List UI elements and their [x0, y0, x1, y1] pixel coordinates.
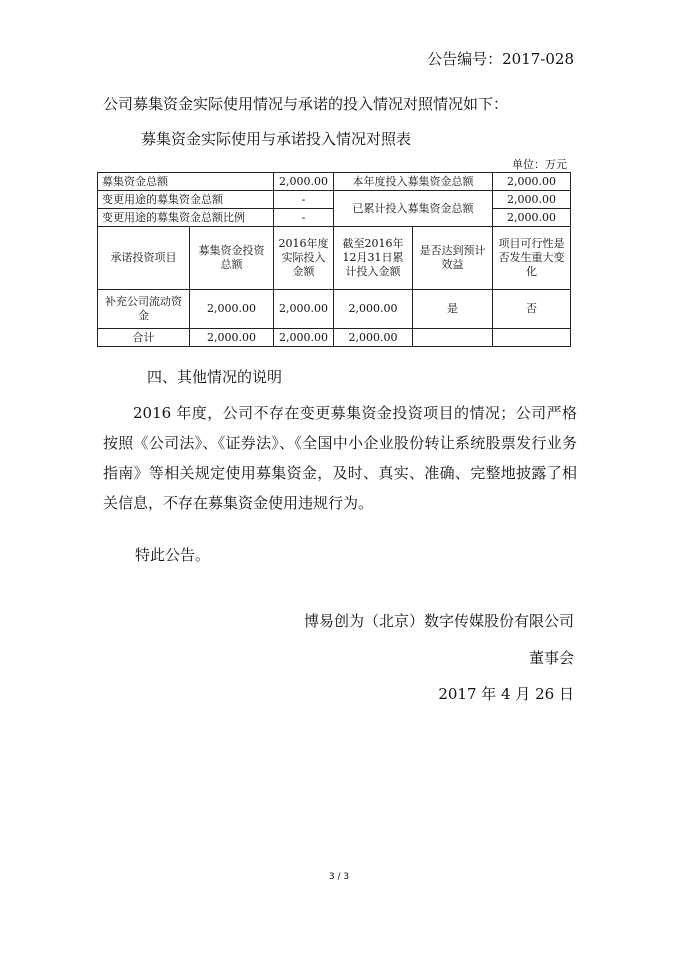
table-row: [98, 173, 571, 191]
body-paragraph: 2016 年度，公司不存在变更募集资金投资项目的情况；公司严格按照《公司法》、《证券法》、《全国中小企业股份转让系统股票发行业务指南》等相关规定使用募集资金，及时、真实、准确、完整地披露了相关信息，不存在募集资金使用违规行为。: [103, 404, 577, 512]
unit-label: 单位：万元: [512, 158, 567, 171]
changed-funds-label: 变更用途的募集资金总额: [98, 191, 274, 209]
table-cell: 2,000.00: [334, 290, 413, 329]
board-signature: 董事会: [528, 649, 574, 667]
table-cell: 否: [493, 290, 571, 329]
total-funds-value: 2,000.00: [274, 173, 334, 191]
table-cell: 2,000.00: [274, 290, 334, 329]
column-header: 承诺投资项目: [98, 227, 190, 290]
table-cell: [413, 329, 493, 347]
cumulative-input-value-2: 2,000.00: [493, 209, 571, 227]
signature-date: 2017 年 4 月 26 日: [438, 685, 574, 703]
intro-text: 公司募集资金实际使用情况与承诺的投入情况对照情况如下：: [103, 95, 509, 113]
announcement-number: 公告编号：2017-028: [427, 50, 574, 68]
total-funds-label: 募集资金总额: [98, 173, 274, 191]
column-header: 截至2016年12月31日累计投入金额: [334, 227, 413, 290]
table-cell: 2,000.00: [274, 329, 334, 347]
table-cell: 补充公司流动资金: [98, 290, 190, 329]
closing-remark: 特此公告。: [135, 546, 211, 564]
table-cell: [493, 329, 571, 347]
changed-ratio-value: -: [274, 209, 334, 227]
changed-ratio-label: 变更用途的募集资金总额比例: [98, 209, 274, 227]
table-cell: 2,000.00: [190, 329, 274, 347]
column-header: 是否达到预计效益: [413, 227, 493, 290]
changed-funds-value: -: [274, 191, 334, 209]
table-header-row: [98, 227, 571, 290]
table-cell: 2,000.00: [334, 329, 413, 347]
table-cell: 是: [413, 290, 493, 329]
table-row: [98, 191, 571, 209]
column-header: 2016年度实际投入金额: [274, 227, 334, 290]
table-row: [98, 329, 571, 347]
funds-comparison-table: [97, 172, 571, 347]
column-header: 募集资金投资总额: [190, 227, 274, 290]
table-cell: 2,000.00: [190, 290, 274, 329]
cumulative-input-value: 2,000.00: [493, 191, 571, 209]
column-header: 项目可行性是否发生重大变化: [493, 227, 571, 290]
table-row: [98, 290, 571, 329]
cumulative-input-label: 已累计投入募集资金总额: [334, 191, 493, 227]
company-name: 博易创为（北京）数字传媒股份有限公司: [303, 612, 574, 630]
page-number: 3 / 3: [328, 872, 350, 882]
annual-input-label: 本年度投入募集资金总额: [334, 173, 493, 191]
annual-input-value: 2,000.00: [493, 173, 571, 191]
section-heading: 四、其他情况的说明: [147, 368, 283, 386]
table-title: 募集资金实际使用与承诺投入情况对照表: [141, 130, 412, 148]
table-cell: 合计: [98, 329, 190, 347]
